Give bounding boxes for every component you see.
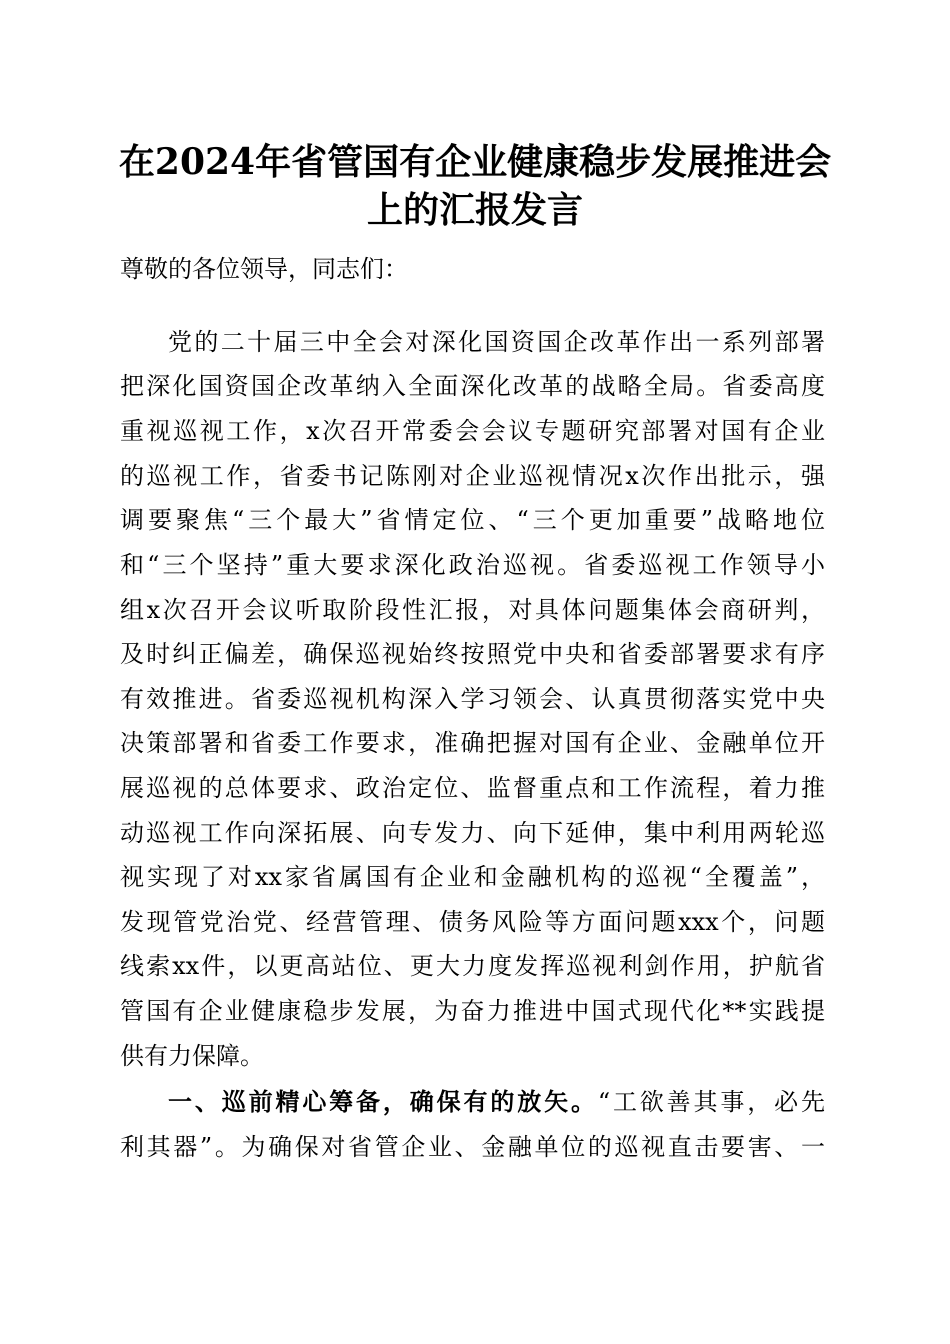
paragraph-line: 展巡视的总体要求、政治定位、监督重点和工作流程，着力推 — [120, 774, 825, 802]
paragraph-line: 视实现了对xx家省属国有企业和金融机构的巡视“全覆盖”， — [120, 863, 825, 891]
paragraph-line: 动巡视工作向深拓展、向专发力、向下延伸，集中利用两轮巡 — [120, 819, 825, 847]
paragraph-line: 调要聚焦“三个最大”省情定位、“三个更加重要”战略地位 — [120, 506, 825, 534]
paragraph-line: 利其器”。为确保对省管企业、金融单位的巡视直击要害、一 — [120, 1133, 825, 1161]
paragraph-line: 及时纠正偏差，确保巡视始终按照党中央和省委部署要求有序 — [120, 640, 825, 668]
paragraph-line: 重视巡视工作，x次召开常委会会议专题研究部署对国有企业 — [120, 417, 825, 445]
paragraph-line: 线索xx件，以更高站位、更大力度发挥巡视利剑作用，护航省 — [120, 952, 825, 980]
section-1-first-line — [168, 1082, 825, 1122]
paragraph-line: 管国有企业健康稳步发展，为奋力推进中国式现代化**实践提 — [120, 997, 825, 1025]
section-1-heading: 一、巡前精心筹备，确保有的放矢。 — [168, 1087, 598, 1116]
document-title-line-2: 上的汇报发言 — [366, 189, 583, 231]
paragraph-line: 的巡视工作，省委书记陈刚对企业巡视情况x次作出批示，强 — [120, 462, 825, 490]
paragraph-line: 把深化国资国企改革纳入全面深化改革的战略全局。省委高度 — [120, 372, 825, 400]
document-title-line-1: 在2024年省管国有企业健康稳步发展推进会 — [118, 141, 832, 183]
paragraph-line: 决策部署和省委工作要求，准确把握对国有企业、金融单位开 — [120, 729, 825, 757]
paragraph-line: 党的二十届三中全会对深化国资国企改革作出一系列部署 — [168, 328, 825, 356]
paragraph-line: 有效推进。省委巡视机构深入学习领会、认真贯彻落实党中央 — [120, 685, 825, 713]
paragraph-line: 组x次召开会议听取阶段性汇报，对具体问题集体会商研判， — [120, 596, 825, 624]
salutation: 尊敬的各位领导，同志们： — [120, 255, 408, 283]
paragraph-line: 供有力保障。 — [120, 1042, 264, 1070]
section-1-quote: “工欲善其事，必先 — [597, 1088, 825, 1116]
paragraph-line: 发现管党治党、经营管理、债务风险等方面问题xxx个，问题 — [120, 908, 825, 936]
paragraph-line: 和“三个坚持”重大要求深化政治巡视。省委巡视工作领导小 — [120, 551, 825, 579]
